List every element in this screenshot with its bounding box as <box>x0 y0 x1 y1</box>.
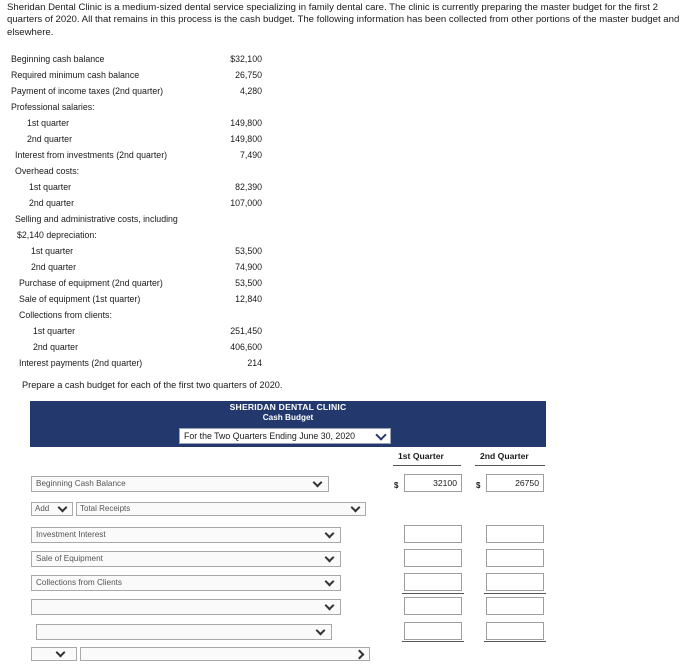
item-value: 214 <box>247 358 262 368</box>
item-label: 1st quarter <box>27 118 70 128</box>
item-label: $2,140 depreciation: <box>17 230 97 240</box>
item-label: Collections from clients: <box>19 310 112 320</box>
item-label: Required minimum cash balance <box>11 70 140 80</box>
total-receipts-select-value: Total Receipts <box>80 504 131 513</box>
col-underline <box>475 465 545 466</box>
receipt-q1-input[interactable] <box>404 549 462 567</box>
add-less-select-value: Add <box>35 504 50 513</box>
receipt-q1-input[interactable] <box>404 573 462 591</box>
item-label: 1st quarter <box>29 182 72 192</box>
col-head-q2 <box>480 451 529 461</box>
chevron-down-icon <box>375 429 386 440</box>
item-value: 7,490 <box>239 150 262 160</box>
chevron-down-icon <box>316 626 326 636</box>
item-value: 149,800 <box>230 118 262 128</box>
item-label: 2nd quarter <box>33 342 78 352</box>
item-label: Payment of income taxes (2nd quarter) <box>11 86 164 96</box>
beginning-q2-input[interactable]: 26750 <box>486 474 544 492</box>
total-receipts-q2-input[interactable] <box>486 597 544 615</box>
item-label: 1st quarter <box>33 326 76 336</box>
receipt-select-collections[interactable] <box>31 575 341 591</box>
item-label: Interest from investments (2nd quarter) <box>15 150 168 160</box>
item-label: Purchase of equipment (2nd quarter) <box>19 278 163 288</box>
item-value: 149,800 <box>230 134 262 144</box>
add-less-select[interactable] <box>31 502 73 516</box>
problem-intro: Sheridan Dental Clinic is a medium-sized dental service specializing in family dental care. The clinic is currently preparing the master budget for the first 2 quarters of 2020. All that remains in this process is the cash budget. The following information has been collected from other portions of the master budget and elsewhere. <box>7 2 680 38</box>
total-underline <box>484 641 546 642</box>
col-underline <box>393 465 461 466</box>
receipt-select-sale-of-equipment[interactable] <box>31 551 341 567</box>
receipt-select-value: Collections from Clients <box>36 578 122 587</box>
total-receipts-q1-input[interactable] <box>404 597 462 615</box>
item-value: 26,750 <box>235 70 262 80</box>
item-value: 107,000 <box>230 198 262 208</box>
item-label: 2nd quarter <box>29 198 74 208</box>
chevron-down-icon <box>313 478 323 488</box>
col-head-q1 <box>398 451 444 461</box>
item-value: 251,450 <box>230 326 262 336</box>
item-label: Sale of equipment (1st quarter) <box>19 294 141 304</box>
add-less-select-2[interactable] <box>31 647 77 661</box>
chevron-right-icon <box>355 650 365 660</box>
q2-ordinal: 2nd <box>480 451 496 461</box>
beginning-cash-select[interactable] <box>31 476 329 492</box>
q1-label: Quarter <box>412 451 444 461</box>
item-value: 82,390 <box>235 182 262 192</box>
receipt-q2-input[interactable] <box>486 549 544 567</box>
line-item-select[interactable] <box>36 624 332 640</box>
subtotal-underline <box>402 593 464 594</box>
item-label: Professional salaries: <box>11 102 95 112</box>
chevron-down-icon <box>351 503 361 513</box>
item-value: 4,280 <box>239 86 262 96</box>
chevron-down-icon <box>325 577 335 587</box>
dollar-sign: $ <box>394 481 399 490</box>
item-label: Selling and administrative costs, including <box>15 214 178 224</box>
subtotal-underline <box>484 593 546 594</box>
chevron-down-icon <box>56 648 66 658</box>
chevron-down-icon <box>325 529 335 539</box>
item-value: 53,500 <box>235 278 262 288</box>
beginning-cash-select-value: Beginning Cash Balance <box>36 479 126 488</box>
item-label: 1st quarter <box>31 246 74 256</box>
total-receipts-select[interactable] <box>76 502 366 516</box>
receipt-q1-input[interactable] <box>404 525 462 543</box>
budget-title: Cash Budget <box>262 413 314 422</box>
total-underline <box>402 641 464 642</box>
q1-ordinal: 1st <box>398 451 411 461</box>
item-value: $32,100 <box>230 54 262 64</box>
item-value: 406,600 <box>230 342 262 352</box>
item-label: Beginning cash balance <box>11 54 105 64</box>
line-item-q2-input[interactable] <box>486 622 544 640</box>
receipt-q2-input[interactable] <box>486 573 544 591</box>
item-label: 2nd quarter <box>27 134 72 144</box>
company-name: SHERIDAN DENTAL CLINIC <box>229 402 347 412</box>
item-value: 12,840 <box>235 294 262 304</box>
period-dropdown[interactable] <box>179 428 391 444</box>
dollar-sign: $ <box>476 481 481 490</box>
chevron-down-icon <box>325 553 335 563</box>
period-dropdown-value: For the Two Quarters Ending June 30, 2020 <box>184 431 355 441</box>
receipt-select-investment-interest[interactable] <box>31 527 341 543</box>
instruction-text: Prepare a cash budget for each of the first two quarters of 2020. <box>22 380 283 390</box>
item-label: 2nd quarter <box>31 262 76 272</box>
item-value: 74,900 <box>235 262 262 272</box>
item-label: Interest payments (2nd quarter) <box>19 358 143 368</box>
receipt-select-value: Sale of Equipment <box>36 554 103 563</box>
chevron-down-icon <box>325 601 335 611</box>
item-label: Overhead costs: <box>15 166 80 176</box>
total-select-2[interactable] <box>80 647 370 661</box>
q2-label: Quarter <box>497 451 529 461</box>
beginning-q1-input[interactable]: 32100 <box>404 474 462 492</box>
item-value: 53,500 <box>235 246 262 256</box>
chevron-down-icon <box>58 503 68 513</box>
receipt-select-value: Investment Interest <box>36 530 106 539</box>
line-item-q1-input[interactable] <box>404 622 462 640</box>
receipt-q2-input[interactable] <box>486 525 544 543</box>
receipt-select-blank[interactable] <box>31 599 341 615</box>
